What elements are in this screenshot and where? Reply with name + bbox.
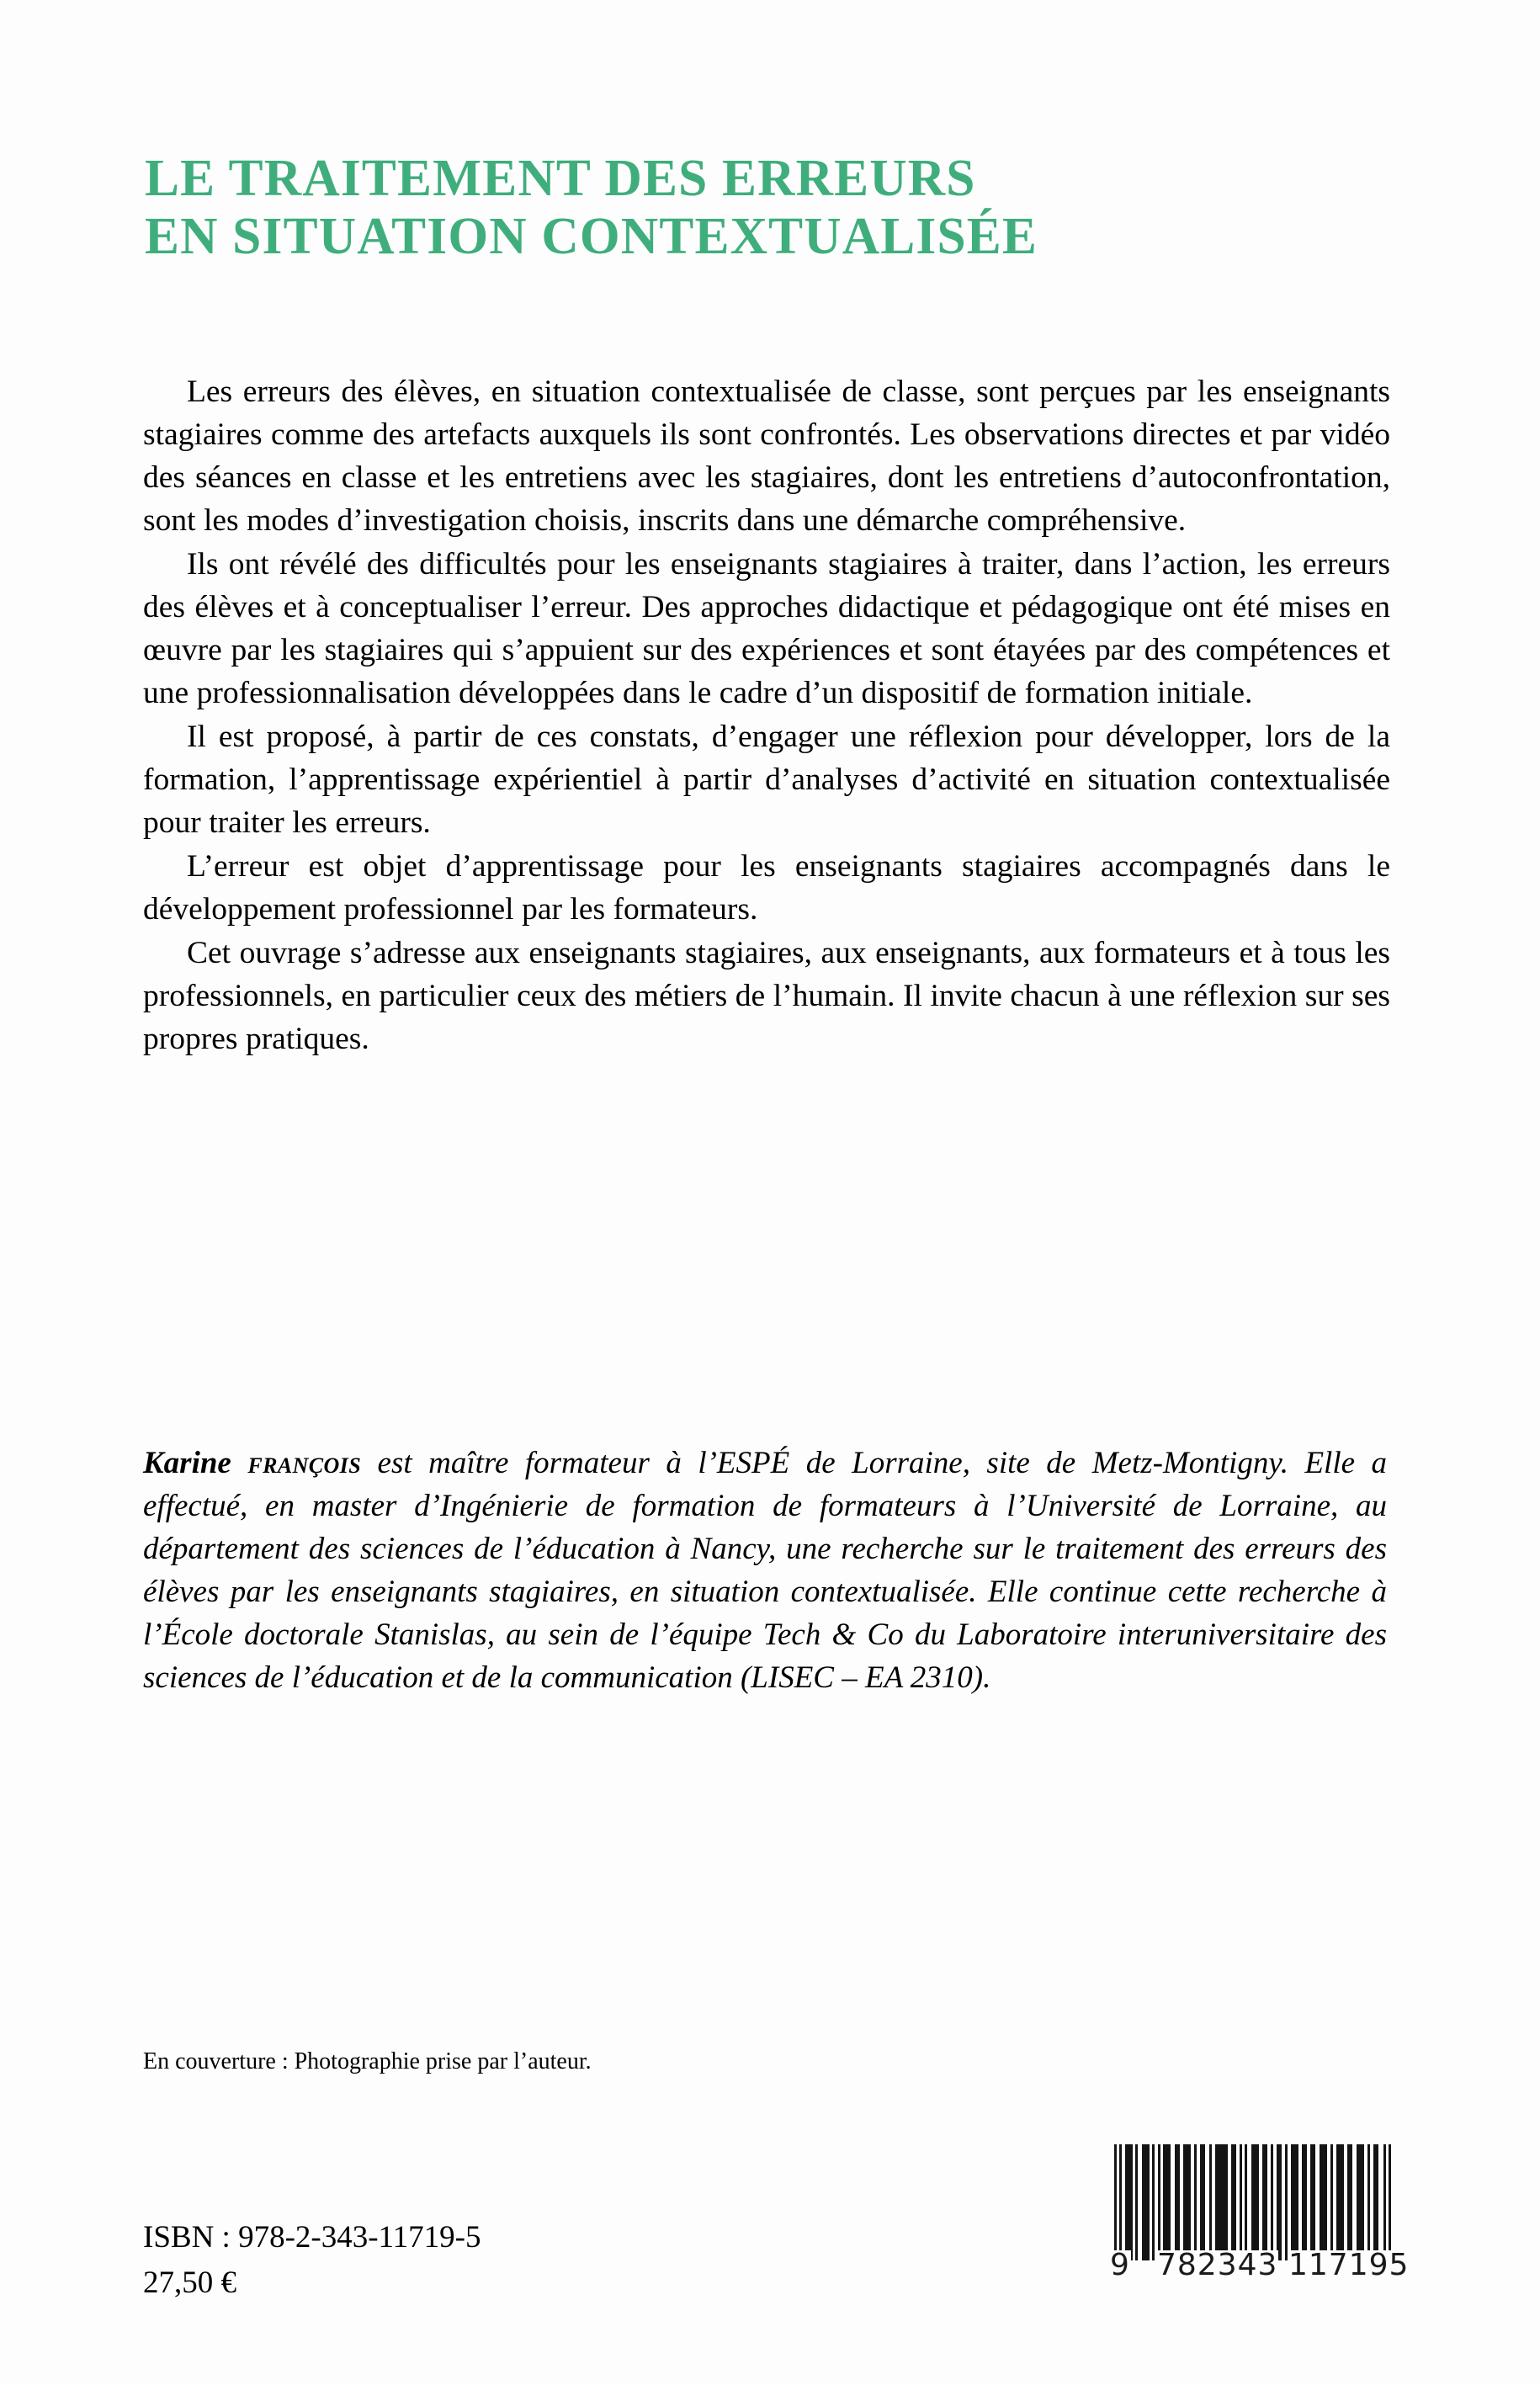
blurb-paragraph: Il est proposé, à partir de ces constats, d’engager une réflexion pour développer, lors de la formation, l’apprentissage expérientiel à partir d’analyses d’activité en situation contextualisée pour traiter les erreurs. bbox=[143, 720, 1390, 840]
publication-info bbox=[143, 2215, 732, 2305]
book-title bbox=[145, 150, 1407, 267]
author-bio-body: est maître formateur à l’ESPÉ de Lorraine, site de Metz-Montigny. Elle a effectué, en master d’Ingénierie de formation de formateurs à l’Université de Lorraine, au département des sciences de l’éducation à Nancy, une recherche sur le traitement des erreurs des élèves par les enseignants stagiaires, en situation contextualisée. Elle continue cette recherche à l’École doctorale Stanislas, au sein de l’équipe Tech & Co du Laboratoire interuniversitaire des sciences de l’éducation et de la communication (LISEC – EA 2310). bbox=[143, 1446, 1388, 1696]
barcode-digits-left: 782343 bbox=[1157, 2248, 1278, 2282]
barcode-digits bbox=[1109, 2242, 1410, 2282]
barcode-digits-right: 117195 bbox=[1288, 2248, 1410, 2282]
price-text: 27,50 € bbox=[143, 2265, 236, 2300]
barcode-digit-system: 9 bbox=[1110, 2248, 1130, 2282]
blurb-paragraph: Ils ont révélé des difficultés pour les enseignants stagiaires à traiter, dans l’action, les erreurs des élèves et à conceptualiser l’erreur. Des approches didactique et pédagogique ont été mises en œuvre par les stagiaires qui s’appuient sur des expériences et sont étayées par des compétences et une professionnalisation développées dans le cadre d’un dispositif de formation initiale. bbox=[143, 547, 1390, 710]
author-name-space bbox=[231, 1446, 248, 1480]
book-title-line-2: EN SITUATION CONTEXTUALISÉE bbox=[145, 208, 1038, 266]
blurb-paragraph: L’erreur est objet d’apprentissage pour les enseignants stagiaires accompagnés dans le développement professionnel par les formateurs. bbox=[143, 849, 1390, 927]
isbn-text: ISBN : 978-2-343-11719-5 bbox=[143, 2220, 481, 2255]
cover-photo-credit: En couverture : Photographie prise par l’auteur. bbox=[143, 2048, 592, 2074]
author-last-name: françois bbox=[247, 1446, 362, 1480]
blurb-paragraph: Les erreurs des élèves, en situation contextualisée de classe, sont perçues par les enseignants stagiaires comme des artefacts auxquels ils sont confrontés. Les observations directes et par vidéo des séances en classe et les entretiens avec les stagiaires, dont les entretiens d’autoconfrontation, sont les modes d’investigation choisis, inscrits dans une démarche compréhensive. bbox=[143, 374, 1390, 538]
author-biography bbox=[143, 1442, 1387, 1699]
blurb-text bbox=[143, 370, 1390, 1060]
ean13-barcode bbox=[1109, 2144, 1410, 2282]
blurb-paragraph: Cet ouvrage s’adresse aux enseignants stagiaires, aux enseignants, aux formateurs et à tous les professionnels, en particulier ceux des métiers de l’humain. Il invite chacun à une réflexion sur ses propres pratiques. bbox=[143, 936, 1390, 1056]
author-bio-paragraph bbox=[143, 1442, 1387, 1699]
author-first-name: Karine bbox=[143, 1446, 231, 1480]
book-title-line-1: LE TRAITEMENT DES ERREURS bbox=[145, 150, 976, 207]
